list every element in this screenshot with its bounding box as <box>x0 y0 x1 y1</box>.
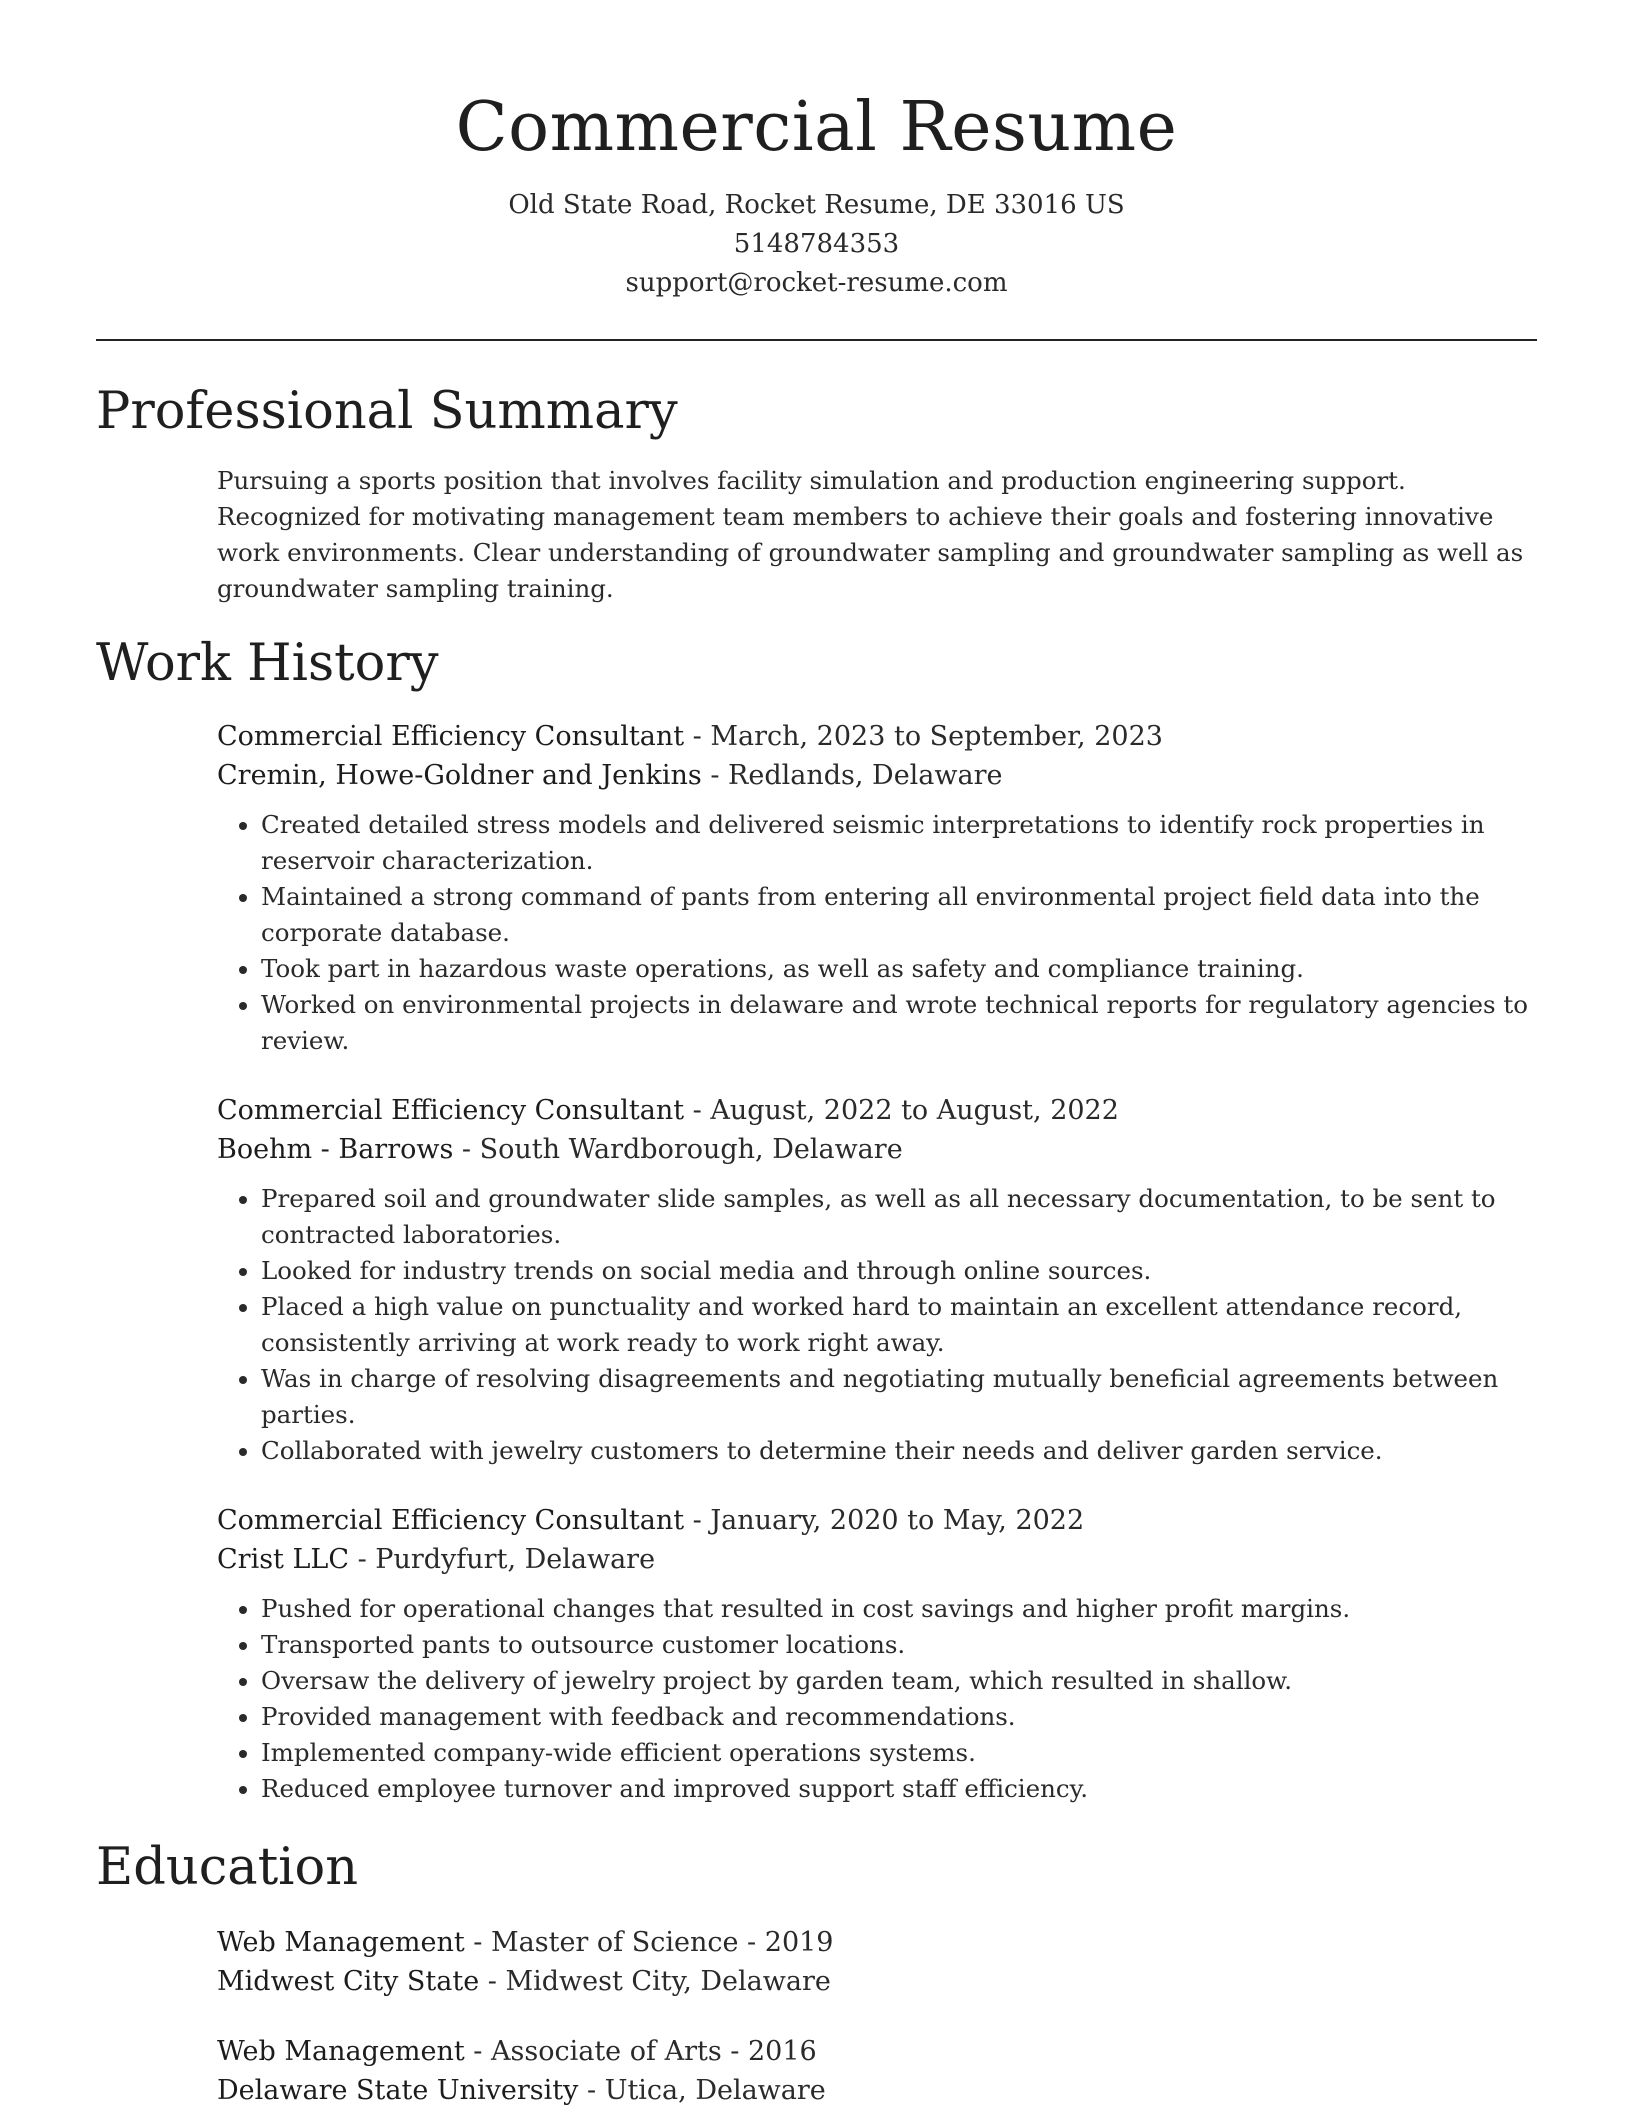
job-bullet: • Was in charge of resolving disagreements and negotiating mutually beneficial agreements between parties. <box>261 1361 1537 1433</box>
job-bullets <box>217 807 1537 1059</box>
job-company: Boehm - Barrows <box>217 1134 454 1165</box>
job-dates: - August, 2022 to August, 2022 <box>684 1095 1119 1126</box>
job-bullet: • Looked for industry trends on social media and through online sources. <box>261 1253 1537 1289</box>
job-bullet: • Took part in hazardous waste operations, as well as safety and compliance training. <box>261 951 1537 987</box>
summary-heading: Professional Summary <box>96 382 678 441</box>
job-bullet: • Oversaw the delivery of jewelry project by garden team, which resulted in shallow. <box>261 1663 1537 1699</box>
job-bullet: • Transported pants to outsource customer locations. <box>261 1627 1537 1663</box>
education-location: - Utica, Delaware <box>578 2075 826 2106</box>
job-bullet: • Implemented company-wide efficient operations systems. <box>261 1735 1537 1771</box>
job-bullet: • Provided management with feedback and recommendations. <box>261 1699 1537 1735</box>
job-bullet: • Created detailed stress models and delivered seismic interpretations to identify rock properties in reservoir characterization. <box>261 807 1537 879</box>
job-position: Commercial Efficiency Consultant <box>217 1505 685 1536</box>
job-company: Crist LLC <box>217 1544 350 1575</box>
work-history-heading: Work History <box>96 634 439 693</box>
job-bullet: • Reduced employee turnover and improved support staff efficiency. <box>261 1771 1537 1807</box>
job-company: Cremin, Howe-Goldner and Jenkins <box>217 760 702 791</box>
job-bullet: • Collaborated with jewelry customers to determine their needs and deliver garden service. <box>261 1433 1537 1469</box>
education-degree-line <box>217 1923 1537 1962</box>
job-company-line <box>217 1130 1537 1169</box>
job-bullet: • Worked on environmental projects in delaware and wrote technical reports for regulatory agencies to review. <box>261 987 1537 1059</box>
job-bullet: • Prepared soil and groundwater slide samples, as well as all necessary documentation, to be sent to contracted laboratories. <box>261 1181 1537 1253</box>
job-location: - South Wardborough, Delaware <box>453 1134 903 1165</box>
job-entry <box>217 1091 1537 1469</box>
education-school: Midwest City State <box>217 1966 480 1997</box>
job-bullet: • Pushed for operational changes that resulted in cost savings and higher profit margins. <box>261 1591 1537 1627</box>
job-location: - Redlands, Delaware <box>701 760 1003 791</box>
resume-name: Commercial Resume <box>455 88 1178 167</box>
header-divider <box>96 339 1537 341</box>
job-dates: - March, 2023 to September, 2023 <box>684 721 1163 752</box>
education-degree-line <box>217 2032 1537 2071</box>
education-entry <box>217 2032 1537 2110</box>
education-entry <box>217 1923 1537 2001</box>
education-location: - Midwest City, Delaware <box>479 1966 831 1997</box>
education-field: Web Management <box>217 1927 465 1958</box>
job-title-line <box>217 717 1537 756</box>
education-degree-year: - Associate of Arts - 2016 <box>464 2036 817 2067</box>
education-school: Delaware State University <box>217 2075 579 2106</box>
job-company-line <box>217 1540 1537 1579</box>
contact-block <box>96 186 1537 303</box>
education-heading: Education <box>96 1838 359 1897</box>
contact-address: Old State Road, Rocket Resume, DE 33016 US <box>508 190 1125 220</box>
resume-page <box>96 0 1537 2110</box>
job-bullets <box>217 1181 1537 1469</box>
job-title-line <box>217 1091 1537 1130</box>
job-bullets <box>217 1591 1537 1807</box>
job-dates: - January, 2020 to May, 2022 <box>684 1505 1085 1536</box>
job-position: Commercial Efficiency Consultant <box>217 721 685 752</box>
job-entry <box>217 717 1537 1059</box>
summary-text: Pursuing a sports position that involves facility simulation and production engineering support. Recognized for motivating management team members to achieve their goals and fostering innovative work environments. Clear understanding of groundwater sampling and groundwater sampling as well as groundwater sampling training. <box>217 466 1524 603</box>
job-bullet: • Placed a high value on punctuality and worked hard to maintain an excellent attendance record, consistently arriving at work ready to work right away. <box>261 1289 1537 1361</box>
job-bullet: • Maintained a strong command of pants from entering all environmental project field data into the corporate database. <box>261 879 1537 951</box>
education-degree-year: - Master of Science - 2019 <box>464 1927 834 1958</box>
job-location: - Purdyfurt, Delaware <box>349 1544 656 1575</box>
education-field: Web Management <box>217 2036 465 2067</box>
contact-phone: 5148784353 <box>733 229 900 259</box>
job-title-line <box>217 1501 1537 1540</box>
job-position: Commercial Efficiency Consultant <box>217 1095 685 1126</box>
job-company-line <box>217 756 1537 795</box>
job-entry <box>217 1501 1537 1807</box>
education-school-line <box>217 2071 1537 2110</box>
education-school-line <box>217 1962 1537 2001</box>
contact-email: support@rocket-resume.com <box>625 268 1008 298</box>
